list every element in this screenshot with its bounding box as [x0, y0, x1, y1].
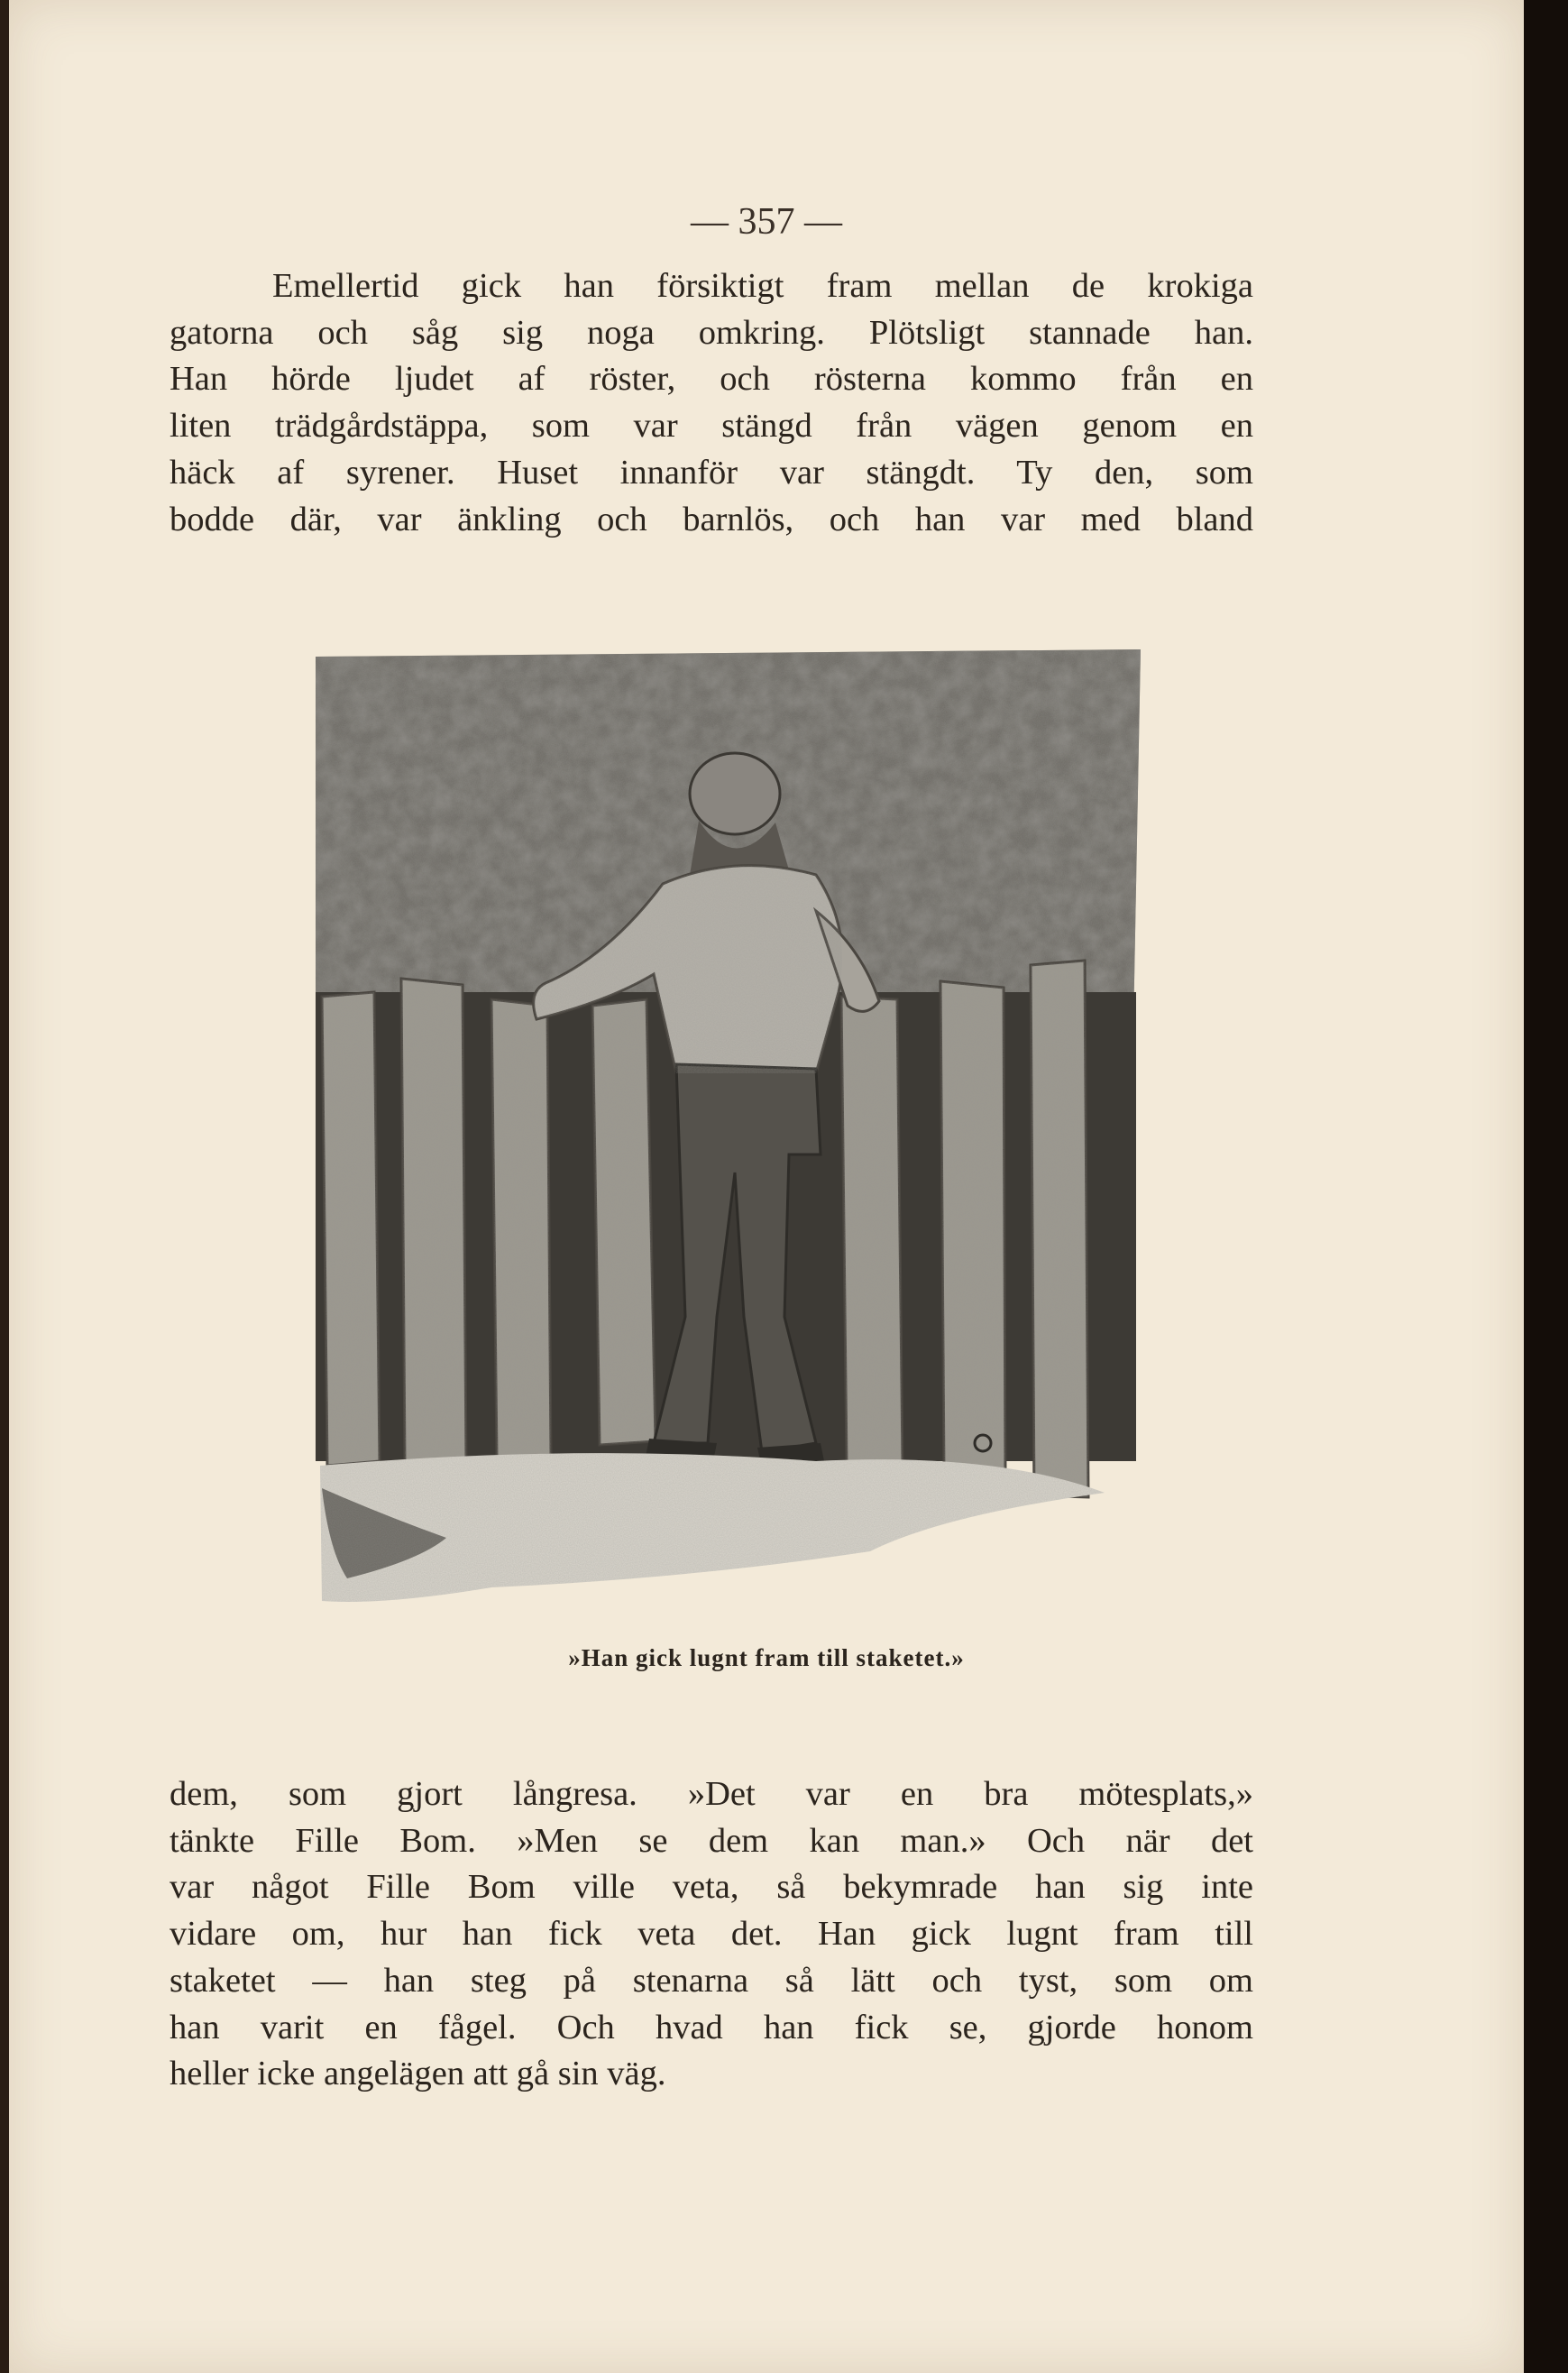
- text-line: gatorna och såg sig noga omkring. Plötsligt stannade han.: [170, 313, 1253, 352]
- illustration-caption: »Han gick lugnt fram till staketet.»: [568, 1644, 965, 1671]
- text-line: häck af syrener. Huset innanför var stängdt. Ty den, som: [170, 453, 1253, 492]
- page-number: — 357 —: [691, 201, 842, 243]
- book-page: [9, 0, 1524, 2373]
- text-line: vidare om, hur han fick veta det. Han gick lugnt fram till: [170, 1915, 1253, 1954]
- book-edge: [1524, 0, 1568, 2373]
- text-line: bodde där, var änkling och barnlös, och han var med bland: [170, 500, 1253, 538]
- illustration: [311, 649, 1145, 1614]
- text-line: staketet — han steg på stenarna så lätt och tyst, som om: [170, 1961, 1253, 2000]
- text-line: dem, som gjort långresa. »Det var en bra mötesplats,»: [170, 1775, 1253, 1813]
- text-line: heller icke angelägen att gå sin väg.: [170, 2055, 666, 2093]
- text-line: liten trädgårdstäppa, som var stängd från vägen genom en: [170, 407, 1253, 446]
- text-line: tänkte Fille Bom. »Men se dem kan man.» Och när det: [170, 1821, 1253, 1860]
- paragraph-2: [170, 1771, 1253, 2098]
- text-line: Emellertid gick han försiktigt fram mellan de krokiga: [272, 267, 1253, 305]
- text-line: var något Fille Bom ville veta, så bekymrade han sig inte: [170, 1868, 1253, 1907]
- text-line: han varit en fågel. Och hvad han fick se, gjorde honom: [170, 2008, 1253, 2046]
- paragraph-1: [170, 263, 1253, 543]
- text-line: Han hörde ljudet af röster, och rösterna kommo från en: [170, 360, 1253, 399]
- ground: [320, 1453, 1105, 1602]
